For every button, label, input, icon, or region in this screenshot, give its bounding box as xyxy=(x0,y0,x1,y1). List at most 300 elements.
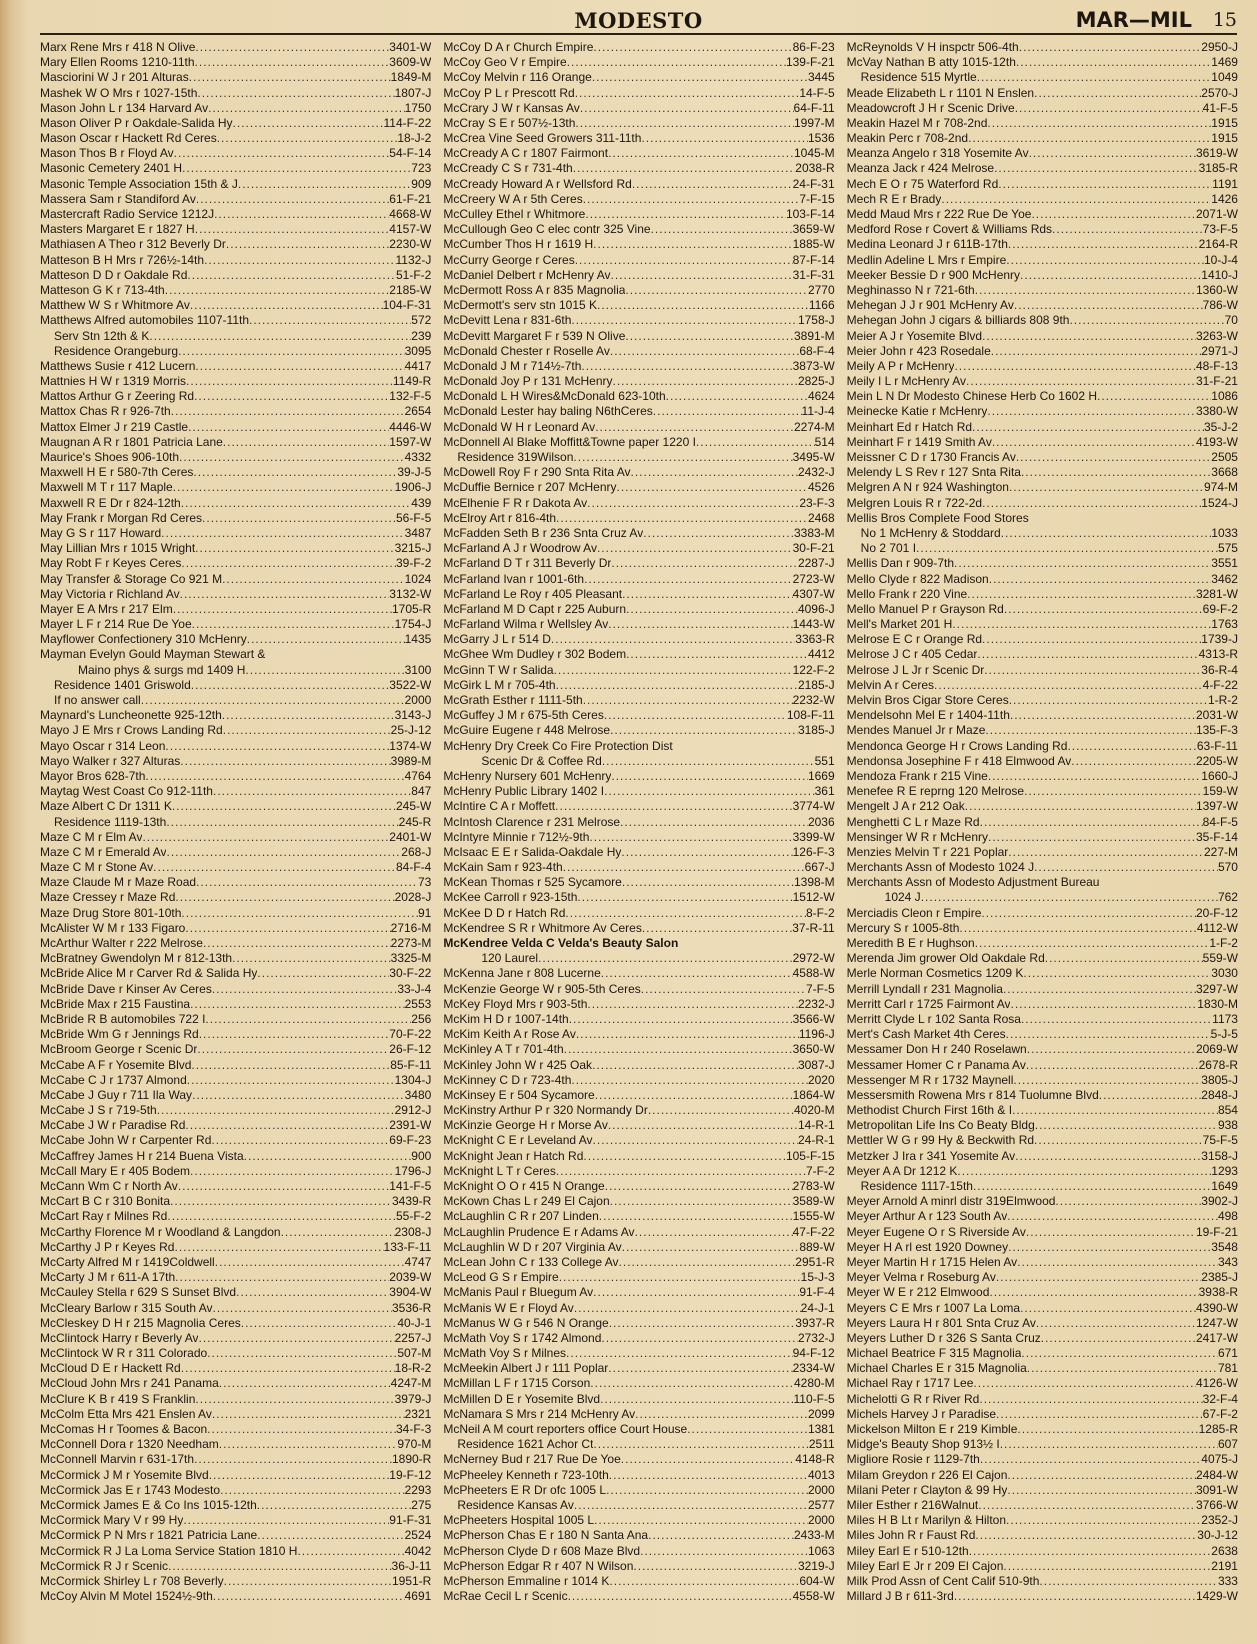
phone-number: 25-J-12 xyxy=(390,723,432,738)
listing-entry xyxy=(443,222,834,237)
phone-number: 268-J xyxy=(401,844,432,859)
listing-entry xyxy=(40,708,431,723)
phone-number: 1285-R xyxy=(1198,1422,1238,1437)
listing-entry xyxy=(443,1301,834,1316)
listing-name: McBride Wm G r Jennings Rd xyxy=(40,1027,199,1042)
listing-name: McNamara S Mrs r 214 McHenry Av xyxy=(443,1406,636,1421)
listing-entry xyxy=(443,602,834,617)
leader-dots xyxy=(972,420,1204,435)
listing-entry xyxy=(443,1027,834,1042)
listing-entry xyxy=(40,891,431,906)
leader-dots xyxy=(559,1270,801,1285)
phone-number: 3480 xyxy=(404,1087,432,1102)
phone-number: 1750 xyxy=(404,100,432,115)
leader-dots xyxy=(181,1361,395,1376)
listing-entry xyxy=(443,693,834,708)
listing-name: 1024 J xyxy=(884,890,921,905)
listing-entry xyxy=(40,405,431,420)
phone-number: 55-F-2 xyxy=(395,1209,432,1224)
leader-dots xyxy=(635,1407,808,1422)
listing-entry xyxy=(443,1316,834,1331)
phone-number: 2570-J xyxy=(1201,85,1238,100)
listing-entry xyxy=(443,465,834,480)
phone-number: 2950-J xyxy=(1201,40,1238,54)
listing-name: McCready Howard A r Wellsford Rd xyxy=(443,176,632,191)
leader-dots xyxy=(1001,526,1212,541)
listing-name: May Frank r Morgan Rd Ceres xyxy=(40,510,203,525)
leader-dots xyxy=(610,344,799,359)
leader-dots xyxy=(1010,997,1197,1012)
listing-entry xyxy=(40,693,431,708)
listing-name: Melvin A r Ceres xyxy=(846,677,935,692)
listing-name: McKim H D r 1007-14th xyxy=(443,1012,569,1026)
leader-dots xyxy=(209,1468,390,1483)
leader-dots xyxy=(1003,982,1196,997)
leader-dots xyxy=(916,541,1218,556)
phone-number: 762 xyxy=(1217,890,1238,905)
listing-entry xyxy=(847,830,1238,845)
listing-entry xyxy=(443,1407,834,1422)
listing-entry xyxy=(443,541,834,556)
leader-dots xyxy=(238,177,411,192)
phone-number: 3522-W xyxy=(389,677,432,692)
listing-entry xyxy=(847,465,1238,480)
phone-number: 3087-J xyxy=(797,1057,835,1072)
phone-number: 1890-R xyxy=(391,1452,432,1467)
listing-entry xyxy=(443,708,834,723)
phone-number: 2484-W xyxy=(1195,1467,1238,1482)
listing-entry xyxy=(847,1392,1238,1407)
listing-entry xyxy=(443,1361,834,1376)
listing-name: Meadowcroft J H r Scenic Drive xyxy=(846,100,1015,115)
listing-entry xyxy=(40,146,431,161)
listing-name: Merchants Assn of Modesto 1024 J xyxy=(846,860,1035,875)
listing-name: McHenry Dry Creek Co Fire Protection Dist xyxy=(443,738,673,753)
listing-entry xyxy=(847,1285,1238,1300)
leader-dots xyxy=(975,283,1196,298)
leader-dots xyxy=(979,1392,1202,1407)
phone-number: 1426 xyxy=(1211,191,1238,206)
listing-name: McCullough Geo C elec contr 325 Vine xyxy=(443,222,651,237)
listing-entry xyxy=(443,1559,834,1574)
listing-entry xyxy=(40,921,431,936)
listing-entry xyxy=(443,1452,834,1467)
listing-name: Mein L N Dr Modesto Chinese Herb Co 1602 H xyxy=(846,389,1097,404)
listing-entry xyxy=(443,769,834,784)
leader-dots xyxy=(1071,754,1196,769)
listing-entry xyxy=(40,1346,431,1361)
listing-entry xyxy=(40,1331,431,1346)
listing-name: McFarland Ivan r 1001-6th xyxy=(443,571,585,586)
leader-dots xyxy=(597,541,793,556)
listing-entry xyxy=(40,1058,431,1073)
listing-name: McIntyre Minnie r 712½-9th xyxy=(443,829,590,844)
leader-dots xyxy=(1007,1209,1218,1224)
leader-dots xyxy=(981,906,1196,921)
listing-name: Meredith B E r Hughson xyxy=(846,936,975,951)
listing-name: Miley Earl E r 510-12th xyxy=(846,1543,969,1558)
leader-dots xyxy=(202,511,396,526)
phone-number: 2912-J xyxy=(394,1103,432,1118)
listing-name: Maze Albert C Dr 1311 K xyxy=(40,799,172,814)
listing-name: Maino phys & surgs md 1409 H xyxy=(78,662,246,677)
leader-dots xyxy=(172,799,396,814)
phone-number: 3589-W xyxy=(792,1194,835,1209)
leader-dots xyxy=(192,1088,405,1103)
listing-entry xyxy=(40,997,431,1012)
leader-dots xyxy=(633,1559,798,1574)
phone-number: 159-W xyxy=(1202,784,1238,799)
listing-entry xyxy=(847,435,1238,450)
listing-entry xyxy=(443,40,834,55)
phone-number: 4013 xyxy=(807,1467,835,1482)
listing-name: Maxwell H E r 580-7th Ceres xyxy=(40,465,194,480)
listing-name: Mastercraft Radio Service 1212J xyxy=(40,207,215,222)
listing-name: Matteson B H Mrs r 726½-14th xyxy=(40,252,205,267)
phone-number: 2732-J xyxy=(797,1330,835,1345)
listing-entry xyxy=(847,1103,1238,1118)
leader-dots xyxy=(173,480,395,495)
phone-number: 4157-W xyxy=(389,222,432,237)
phone-number: 3989-M xyxy=(390,753,432,768)
listing-entry xyxy=(40,1088,431,1103)
listing-entry xyxy=(443,997,834,1012)
phone-number: 239 xyxy=(411,328,432,343)
phone-number: 20-F-12 xyxy=(1195,905,1238,920)
listing-entry xyxy=(847,496,1238,511)
leader-dots xyxy=(203,936,391,951)
listing-entry xyxy=(443,966,834,981)
leader-dots xyxy=(580,101,794,116)
phone-number: 1669 xyxy=(807,769,835,783)
listing-entry xyxy=(847,1316,1238,1331)
phone-number: 3938-R xyxy=(1198,1285,1238,1300)
listing-name: Milani Peter r Clayton & 99 Hy xyxy=(846,1482,1008,1497)
phone-number: 3536-R xyxy=(391,1300,432,1315)
phone-number: 1435 xyxy=(404,632,432,647)
leader-dots xyxy=(166,815,398,830)
listing-entry xyxy=(40,1164,431,1179)
phone-number: 30-F-22 xyxy=(389,966,432,981)
leader-dots xyxy=(982,329,1196,344)
listing-entry xyxy=(443,268,834,283)
listing-name: Meier John r 423 Rosedale xyxy=(846,343,991,358)
listing-name: Mellis Dan r 909-7th xyxy=(846,556,955,571)
phone-number: 1536 xyxy=(807,131,835,146)
listing-name: Matthews Susie r 412 Lucern xyxy=(40,358,196,373)
leader-dots xyxy=(193,465,397,480)
listing-entry xyxy=(40,1179,431,1194)
leader-dots xyxy=(153,860,396,875)
listing-entry xyxy=(40,556,431,571)
leader-dots xyxy=(182,162,411,177)
listing-name: McPherson Clyde D r 608 Maze Blvd xyxy=(443,1543,641,1558)
listing-name: Meyer Velma r Roseburg Av xyxy=(846,1270,996,1285)
listing-entry xyxy=(847,1377,1238,1392)
listing-name: McLaughlin Prudence E r Adams Av xyxy=(443,1224,635,1239)
listing-entry xyxy=(40,587,431,602)
listing-name: Mello Manuel P r Grayson Rd xyxy=(846,601,1004,616)
listing-name: McLaughlin W D r 207 Virginia Av xyxy=(443,1239,622,1254)
leader-dots xyxy=(593,1285,799,1300)
listing-name: McCann Wm C r North Av xyxy=(40,1179,178,1194)
phone-number: 889-W xyxy=(799,1239,835,1254)
phone-number: 1191 xyxy=(1212,176,1238,191)
listing-entry xyxy=(443,86,834,101)
listing-name: McBratney Gwendolyn M r 812-13th xyxy=(40,951,233,966)
listing-name: Metropolitan Life Ins Co Beaty Bldg xyxy=(846,1118,1035,1133)
listing-name: McRae Cecil L r Scenic xyxy=(443,1589,568,1604)
phone-number: 84-F-5 xyxy=(1202,814,1238,829)
phone-number: 333 xyxy=(1217,1573,1238,1588)
listing-name: McKinsey E r 504 Sycamore xyxy=(443,1087,595,1102)
listing-entry xyxy=(847,1407,1238,1422)
listing-entry xyxy=(443,1483,834,1498)
listing-name: Mayflower Confectionery 310 McHenry xyxy=(40,632,247,647)
phone-number: 85-F-11 xyxy=(390,1057,432,1072)
listing-entry xyxy=(40,511,431,526)
listing-name: Milk Prod Assn of Cent Calif 510-9th xyxy=(846,1573,1040,1588)
phone-number: 2257-J xyxy=(394,1330,432,1345)
phone-number: 30-J-12 xyxy=(1197,1528,1238,1543)
listing-name: Mech E O r 75 Waterford Rd xyxy=(846,176,999,191)
leader-dots xyxy=(211,1134,389,1149)
listing-name: McPherson Emmaline r 1014 K xyxy=(443,1573,610,1588)
listing-entry xyxy=(40,860,431,875)
listing-entry xyxy=(847,617,1238,632)
listing-name: McKendree Velda C Velda's Beauty Salon xyxy=(443,936,679,951)
leader-dots xyxy=(223,435,390,450)
listing-entry xyxy=(847,860,1238,875)
phone-number: 1045-M xyxy=(793,146,835,161)
phone-number: 3158-J xyxy=(1201,1148,1238,1163)
listing-entry xyxy=(847,222,1238,237)
listing-name: McCabe A F r Yosemite Blvd xyxy=(40,1057,192,1072)
listing-entry xyxy=(847,146,1238,161)
listing-name: Messamer Homer C r Panama Av xyxy=(846,1057,1026,1072)
leader-dots xyxy=(224,1574,392,1589)
phone-number: 2274-M xyxy=(793,419,835,434)
leader-dots xyxy=(984,663,1201,678)
listing-entry xyxy=(443,162,834,177)
phone-number: 2185-W xyxy=(389,283,432,297)
phone-number: 70 xyxy=(1224,313,1238,328)
listing-name: Melrose J L Jr r Scenic Dr xyxy=(846,662,985,677)
listing-name: Meyer Arthur A r 123 South Av xyxy=(846,1209,1008,1224)
listing-entry xyxy=(40,192,431,207)
phone-number: 141-F-5 xyxy=(389,1179,432,1194)
listing-name: McCabe John W r Carpenter Rd xyxy=(40,1133,212,1148)
listing-entry xyxy=(443,617,834,632)
phone-number: 3873-W xyxy=(792,358,835,373)
listing-entry xyxy=(443,329,834,344)
leader-dots xyxy=(190,997,405,1012)
phone-number: 361 xyxy=(814,784,835,799)
leader-dots xyxy=(590,1377,794,1392)
phone-number: 3551 xyxy=(1211,556,1238,571)
leader-dots xyxy=(632,177,793,192)
listing-entry xyxy=(40,966,431,981)
phone-number: 2783-W xyxy=(792,1179,835,1194)
phone-number: 2205-W xyxy=(1195,753,1238,768)
leader-dots xyxy=(626,648,808,663)
listing-entry xyxy=(847,693,1238,708)
listing-name: McKnight L T r Ceres xyxy=(443,1163,556,1178)
listing-entry xyxy=(40,283,431,298)
leader-dots xyxy=(581,359,792,374)
phone-number: 570 xyxy=(1217,860,1238,875)
listing-name: Residence 319Wilson xyxy=(457,450,574,465)
leader-dots xyxy=(1039,1574,1218,1589)
phone-number: 133-F-11 xyxy=(383,1239,432,1254)
phone-number: 11-J-4 xyxy=(801,404,835,419)
leader-dots xyxy=(934,678,1203,693)
listing-name: Midge's Beauty Shop 913½ I xyxy=(846,1437,1000,1452)
listing-name: McPheeters Hospital 1005 L xyxy=(443,1513,595,1528)
listing-entry xyxy=(847,1483,1238,1498)
listing-entry xyxy=(443,1346,834,1361)
listing-name: Mattox Chas R r 926-7th xyxy=(40,404,171,419)
listing-entry xyxy=(40,374,431,389)
leader-dots xyxy=(611,769,808,784)
leader-dots xyxy=(556,1164,806,1179)
leader-dots xyxy=(190,298,383,313)
listing-entry xyxy=(443,648,834,663)
listing-name: McCormick R J r Scenic xyxy=(40,1558,169,1573)
listing-name: Mathiasen A Theo r 312 Beverly Dr xyxy=(40,237,226,252)
leader-dots xyxy=(195,55,390,70)
leader-dots xyxy=(631,465,798,480)
listing-name: Michael Charles E r 315 Magnolia xyxy=(846,1361,1027,1376)
leader-dots xyxy=(179,450,405,465)
listing-entry xyxy=(40,648,431,663)
listing-name: McDevitt Margaret F r 539 N Olive xyxy=(443,328,626,343)
listing-entry xyxy=(40,496,431,511)
phone-number: 1951-R xyxy=(391,1573,432,1588)
listing-name: McCarty Alfred M r 1419Coldwell xyxy=(40,1255,215,1269)
leader-dots xyxy=(608,617,792,632)
leader-dots xyxy=(297,1544,404,1559)
phone-number: 1796-J xyxy=(394,1163,432,1178)
listing-entry xyxy=(847,1255,1238,1270)
listing-name: Maze C M r Elm Av xyxy=(40,829,143,844)
phone-number: 343 xyxy=(1217,1255,1238,1269)
leader-dots xyxy=(1034,86,1201,101)
phone-number: 1410-J xyxy=(1201,267,1238,282)
leader-dots xyxy=(1009,480,1204,495)
listing-name: Residence 515 Myrtle xyxy=(860,70,977,85)
phone-number: 1033 xyxy=(1211,526,1238,540)
phone-number: 105-F-15 xyxy=(785,1148,835,1163)
listing-entry xyxy=(847,587,1238,602)
leader-dots xyxy=(666,389,808,404)
listing-name: McDonald W H r Leonard Av xyxy=(443,419,596,434)
phone-number: 4332 xyxy=(404,450,432,465)
listing-name: Residence 1621 Achor Ct xyxy=(457,1437,594,1452)
listing-entry xyxy=(847,799,1238,814)
leader-dots xyxy=(551,632,795,647)
leader-dots xyxy=(585,207,786,222)
listing-name: McComas H r Toomes & Bacon xyxy=(40,1422,208,1437)
phone-number: 4096-J xyxy=(797,601,835,616)
phone-number: 1149-R xyxy=(392,374,432,389)
phone-number: 61-F-21 xyxy=(389,191,432,206)
phone-number: 1381 xyxy=(807,1422,835,1437)
leader-dots xyxy=(569,1012,793,1027)
leader-dots xyxy=(204,253,395,268)
leader-dots xyxy=(653,405,802,420)
phone-number: 7-F-15 xyxy=(799,191,835,206)
leader-dots xyxy=(968,131,1211,146)
listing-entry xyxy=(40,70,431,85)
leader-dots xyxy=(220,1483,405,1498)
phone-number: 970-M xyxy=(397,1437,432,1452)
listing-name: McCarthy J P r Keyes Rd xyxy=(40,1239,175,1254)
listing-name: May Lillian Mrs r 1015 Wright xyxy=(40,541,196,556)
phone-number: 3383-M xyxy=(793,526,835,540)
listing-name: Meeker Bessie D r 900 McHenry xyxy=(846,267,1021,282)
listing-name: Masonic Cemetery 2401 H xyxy=(40,161,183,176)
listing-name: Mech R E r Brady xyxy=(846,191,942,206)
leader-dots xyxy=(1017,1255,1218,1270)
listing-entry xyxy=(443,298,834,313)
listing-name: McDonald Chester r Roselle Av xyxy=(443,343,610,358)
listing-name: Mayer L F r 214 Rue De Yoe xyxy=(40,617,192,632)
listing-name: Metzker J Ira r 341 Yosemite Av xyxy=(846,1148,1016,1163)
listing-entry xyxy=(443,177,834,192)
listing-entry xyxy=(443,891,834,906)
leader-dots xyxy=(141,693,405,708)
listing-name: McDermott's serv stn 1015 K xyxy=(443,298,598,313)
leader-dots xyxy=(1006,1513,1201,1528)
leader-dots xyxy=(599,1209,793,1224)
listing-entry xyxy=(40,1407,431,1422)
leader-dots xyxy=(651,222,793,237)
leader-dots xyxy=(921,891,1218,906)
listing-entry xyxy=(847,936,1238,951)
leader-dots xyxy=(594,1513,808,1528)
listing-name: Meily I L r McHenry Av xyxy=(846,374,967,389)
leader-dots xyxy=(575,116,794,131)
listing-entry xyxy=(443,1103,834,1118)
phone-number: 26-F-12 xyxy=(389,1042,432,1057)
listing-entry xyxy=(40,1225,431,1240)
phone-number: 2038-R xyxy=(795,161,835,176)
listing-name: McGhee Wm Dudley r 302 Bodem xyxy=(443,647,627,662)
leader-dots xyxy=(180,587,390,602)
listing-name: Maze C M r Emerald Av xyxy=(40,844,167,859)
listing-entry xyxy=(847,450,1238,465)
listing-entry xyxy=(443,359,834,374)
phone-number: 69-F-2 xyxy=(1202,601,1238,616)
listing-name: McCauley Stella r 629 S Sunset Blvd xyxy=(40,1285,237,1300)
listing-entry xyxy=(40,754,431,769)
listing-entry xyxy=(40,602,431,617)
leader-dots xyxy=(215,1255,405,1270)
listing-entry xyxy=(40,739,431,754)
listing-name: Mason Thos B r Floyd Av xyxy=(40,146,174,161)
listing-name: Mason Oliver P r Oakdale-Salida Hy xyxy=(40,115,233,130)
leader-dots xyxy=(1041,1331,1196,1346)
listing-entry xyxy=(847,1544,1238,1559)
listing-entry xyxy=(443,1209,834,1224)
listing-name: McGuffey J M r 675-5th Ceres xyxy=(443,708,604,723)
leader-dots xyxy=(621,845,792,860)
leader-dots xyxy=(593,40,792,55)
phone-number: 86-F-23 xyxy=(792,40,835,54)
leader-dots xyxy=(1013,1073,1201,1088)
listing-name: Miley Earl E Jr r 209 El Cajon xyxy=(846,1558,1004,1573)
